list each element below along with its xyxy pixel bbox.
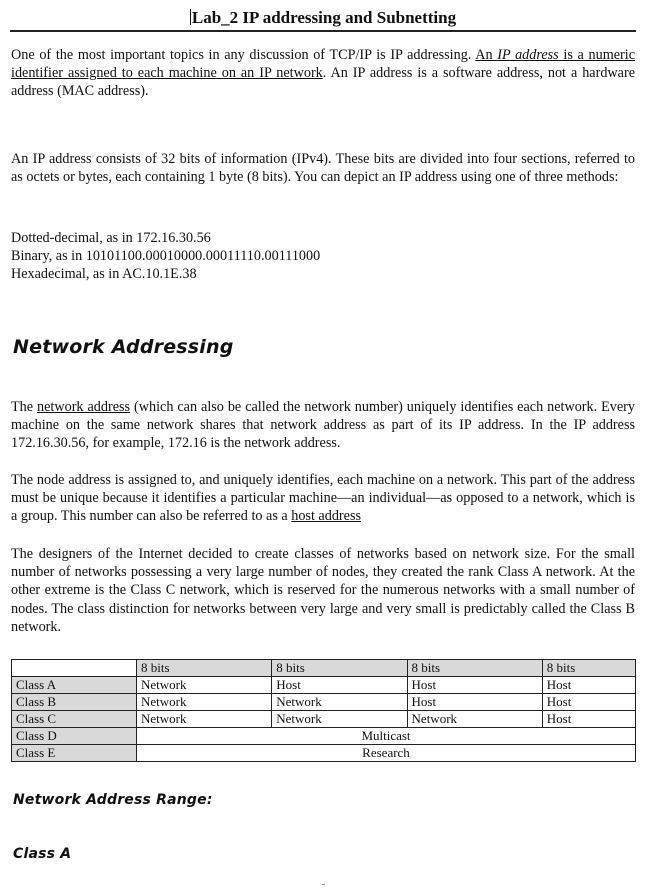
- link-part-1: An: [475, 47, 498, 63]
- link-part-em: IP address: [497, 47, 559, 63]
- table-cell: Class A: [12, 677, 137, 694]
- table-row: [12, 745, 636, 762]
- table-header-cell: 8 bits: [542, 660, 635, 677]
- table-cell: Network: [137, 694, 272, 711]
- table-row: [12, 711, 636, 728]
- table-cell: Network: [137, 711, 272, 728]
- table-cell: Class B: [12, 694, 137, 711]
- table-cell: Class C: [12, 711, 137, 728]
- method-hexadecimal: Hexadecimal, as in AC.10.1E.38: [11, 266, 197, 283]
- table-cell: Host: [542, 677, 635, 694]
- ip-class-table: [11, 659, 636, 762]
- network-address-paragraph: [11, 398, 635, 453]
- host-address-link[interactable]: host address: [291, 508, 361, 525]
- table-cell: Host: [407, 677, 542, 694]
- table-cell: Network: [407, 711, 542, 728]
- node-address-paragraph: [11, 471, 635, 526]
- table-cell: Host: [407, 694, 542, 711]
- na-text-2: (which can also be called the network number) uniquely identifies each network. Every machine on the same network shares that network address as part of its IP address. In the IP address 172.16.30.56, for example, 172.16 is the network address.: [11, 399, 635, 452]
- method-dotted-decimal: Dotted-decimal, as in 172.16.30.56: [11, 230, 211, 246]
- document-title: [10, 8, 636, 32]
- link-part-2: is a numeric identifier assigned to each machine on an IP network: [11, 47, 635, 82]
- network-classes-paragraph: The designers of the Internet decided to create classes of networks based on network size. For the small number of networks possessing a very large number of nodes, they created the rank Class A network. At the other extreme is the Class C network, which is reserved for the numerous networks with a small number of nodes. The class distinction for networks between very large and very small is predictably called the Class B network.: [11, 546, 635, 635]
- heading-class-a: Class A: [13, 846, 72, 862]
- text-cursor: [190, 9, 191, 25]
- table-row: [12, 728, 636, 745]
- heading-network-address-range: Network Address Range:: [13, 792, 213, 808]
- table-header-cell: 8 bits: [272, 660, 407, 677]
- table-cell-merged: Multicast: [137, 728, 636, 745]
- node-text: The node address is assigned to, and uniquely identifies, each machine on a network. This part of the address must be unique because it identifies a particular machine—an individual—as opposed to a network, which is a group. This number can also be referred to as a: [11, 472, 635, 525]
- table-cell: Network: [272, 711, 407, 728]
- heading-network-addressing: Network Addressing: [13, 336, 234, 358]
- table-cell-merged: Research: [137, 745, 636, 762]
- table-header-cell: 8 bits: [137, 660, 272, 677]
- table-row: [12, 694, 636, 711]
- table-cell: Host: [542, 694, 635, 711]
- page-mark: [322, 884, 325, 885]
- table-cell: Network: [272, 694, 407, 711]
- na-text-1: The: [11, 399, 38, 415]
- intro-text-2: . An IP address is a software address, not a hardware address (MAC address).: [11, 65, 635, 100]
- table-cell: Class D: [12, 728, 137, 745]
- ip-methods-list: [11, 229, 635, 284]
- table-header-row: [12, 660, 636, 677]
- intro-paragraph: [11, 46, 635, 101]
- title-text: Lab_2 IP addressing and Subnetting: [191, 8, 457, 27]
- table-row: [12, 677, 636, 694]
- network-address-link[interactable]: network address: [37, 399, 131, 415]
- table-cell: Host: [542, 711, 635, 728]
- table-header-cell: 8 bits: [407, 660, 542, 677]
- ip-description-paragraph: An IP address consists of 32 bits of information (IPv4). These bits are divided into four sections, referred to as octets or bytes, each containing 1 byte (8 bits). You can depict an IP address using one of three methods:: [11, 151, 635, 186]
- table-header-cell: [12, 660, 137, 677]
- intro-text-1: One of the most important topics in any discussion of TCP/IP is IP addressing.: [11, 47, 476, 63]
- table-cell: Network: [137, 677, 272, 694]
- table-cell: Class E: [12, 745, 137, 762]
- method-binary: Binary, as in 10101100.00010000.00011110.00111000: [11, 248, 321, 265]
- table-cell: Host: [272, 677, 407, 694]
